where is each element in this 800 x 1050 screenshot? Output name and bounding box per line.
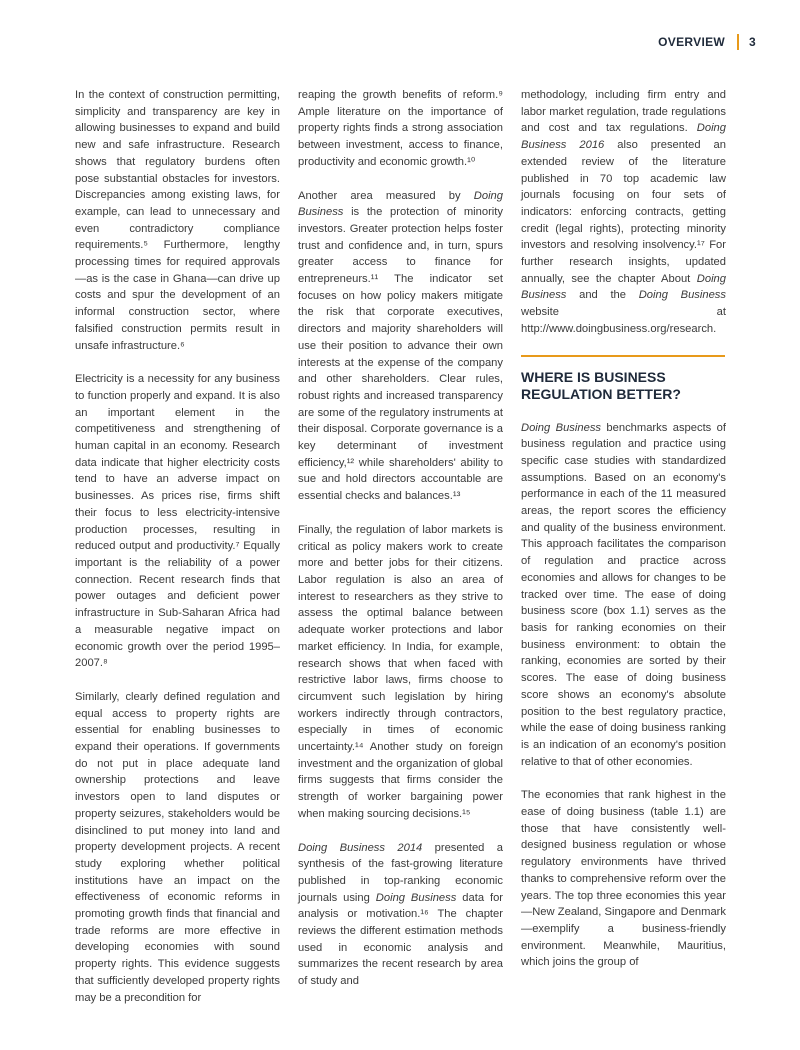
paragraph: reaping the growth benefits of reform.⁹ Ample literature on the importance of property rights finds a strong association between investment, access to finance, productivity and economic growth.¹⁰ (298, 89, 503, 168)
italic-title: Doing Business 2014 (298, 841, 423, 854)
italic-title: Doing Business (375, 891, 457, 904)
text-run: benchmarks aspects of business regulation and practice using specific case studies with standardized assumptions. Based on an economy's performance in each of the 11 measured areas, the report scores the efficiency and quality of the business environment. This approach facilitates the comparison of regulation and practice across economies and allows for changes to be tracked over time. The ease of doing business score (box 1.1) serves as the basis for ranking economies on their business environment: to obtain the ranking, economies are sorted by their scores. The ease of doing business score shows an economy's absolute position to the best regulatory practice, while the ease of doing business ranking is an indication of an economy's position relative to that of other economies. (521, 421, 726, 768)
text-column-1 (75, 87, 280, 1023)
text-run: and the (566, 289, 639, 302)
text-run: also presented an extended review of the literature published in 70 top academic law journals focusing on four sets of indicators: enforcing contracts, getting credit (legal rights), protecting minority investors and resolving insolvency.¹⁷ For further research insights, updated annually, see the chapter About (521, 139, 726, 285)
italic-title: Doing Business 2016 (521, 122, 726, 152)
paragraph (521, 420, 726, 771)
paragraph (298, 188, 503, 505)
header-divider (737, 34, 739, 50)
paragraph (298, 840, 503, 990)
paragraph: Similarly, clearly defined regulation and equal access to property rights are essential for enabling businesses to expand their operations. If governments do not put in place adequate land ownership protections and leave investors open to land disputes or property seizures, stakeholders would be disinclined to put money into land and property development projects. A recent study exploring whether political institutions have an impact on the effectiveness of economic reforms in promoting growth finds that financial and trade reforms are more effective in developing economies with sound property rights. This evidence suggests that sufficiently developed property rights may be a precondition for (75, 690, 280, 1004)
running-header (658, 34, 756, 50)
text-run: Another area measured by (298, 189, 474, 202)
paragraph (521, 87, 726, 338)
text-run: website at http://www.doingbusiness.org/research. (521, 306, 726, 335)
page-number: 3 (749, 35, 756, 49)
paragraph: In the context of construction permitting, simplicity and transparency are key in allowing businesses to expand and build new and safe infrastructure. Research shows that regulatory burdens often pose substantial obstacles for investors. Discrepancies among existing laws, for example, can lead to unnecessary and even contradictory compliance requirements.⁵ Furthermore, lengthy processing times for required approvals—as is the case in Ghana—can drive up costs and spur the development of an informal construction sector, where falsified construction permits result in unsafe infrastructure.⁶ (75, 89, 280, 352)
text-run: data for analysis or motivation.¹⁶ The chapter reviews the different estimation methods used in economic analysis and summarizes the recent research by area of study and (298, 891, 504, 988)
italic-title: Doing Business (521, 421, 602, 434)
text-run: methodology, including firm entry and labor market regulation, trade regulations and cost and tax regulations. (521, 89, 726, 135)
paragraph: Finally, the regulation of labor markets is critical as policy makers work to create more and better jobs for their citizens. Labor regulation is also an area of interest to researchers as they strive to assess the optimal balance between adequate worker protections and labor market efficiency. In India, for example, research shows that when faced with restrictive labor laws, firms choose to circumvent such legislation by hiring workers indirectly through contractors, especially in times of economic uncertainty.¹⁴ Another study on foreign investment and the organization of global firms suggests that firms consider the strength of worker bargaining power when making sourcing decisions.¹⁵ (298, 523, 503, 820)
section-rule (521, 355, 725, 357)
text-run: is the protection of minority investors. Greater protection helps foster trust and confidence and, in turn, spurs greater access to finance for entrepreneurs.¹¹ The indicator set focuses on how policy makers mitigate the risk that corporate executives, directors and majority shareholders will use their position to advance their own interests at the expense of the company and other shareholders. Clear rules, robust rights and increased transparency are some of the regulatory instruments at their disposal. Corporate governance is a key determinant of investment efficiency,¹² while shareholders' ability to sue and hold directors accountable are essential checks and balances.¹³ (298, 206, 503, 503)
paragraph: Electricity is a necessity for any business to function properly and expand. It is also an important element in the competitiveness and strengthening of human capital in an economy. Research data indicate that higher electricity costs tend to have an adverse impact on businesses. As prices rise, firms shift their focus to less electricity-intensive production processes, resulting in reduced output and productivity.⁷ Equally important is the reliability of a power connection. Recent research finds that power outages and deficient power infrastructure in Sub-Saharan Africa had a measurable negative impact on economic growth over the period 1995–2007.⁸ (75, 373, 280, 670)
italic-title: Doing Business (298, 189, 503, 219)
text-column-3 (521, 87, 726, 988)
italic-title: Doing Business (521, 272, 726, 302)
section-title: OVERVIEW (658, 35, 726, 49)
italic-title: Doing Business (638, 289, 726, 302)
paragraph: The economies that rank highest in the ease of doing business (table 1.1) are those that have consistently well-designed business regulation or whose regulatory environments have thrived thanks to comprehensive reform over the years. The top three economies this year—New Zealand, Singapore and Denmark—exemplify a business-friendly environment. Meanwhile, Mauritius, which joins the group of (521, 789, 726, 969)
text-column-2 (298, 87, 503, 1007)
text-run: presented a synthesis of the fast-growing literature published in top-ranking economic journals using (298, 841, 503, 904)
section-heading: WHERE IS BUSINESS REGULATION BETTER? (521, 368, 681, 402)
